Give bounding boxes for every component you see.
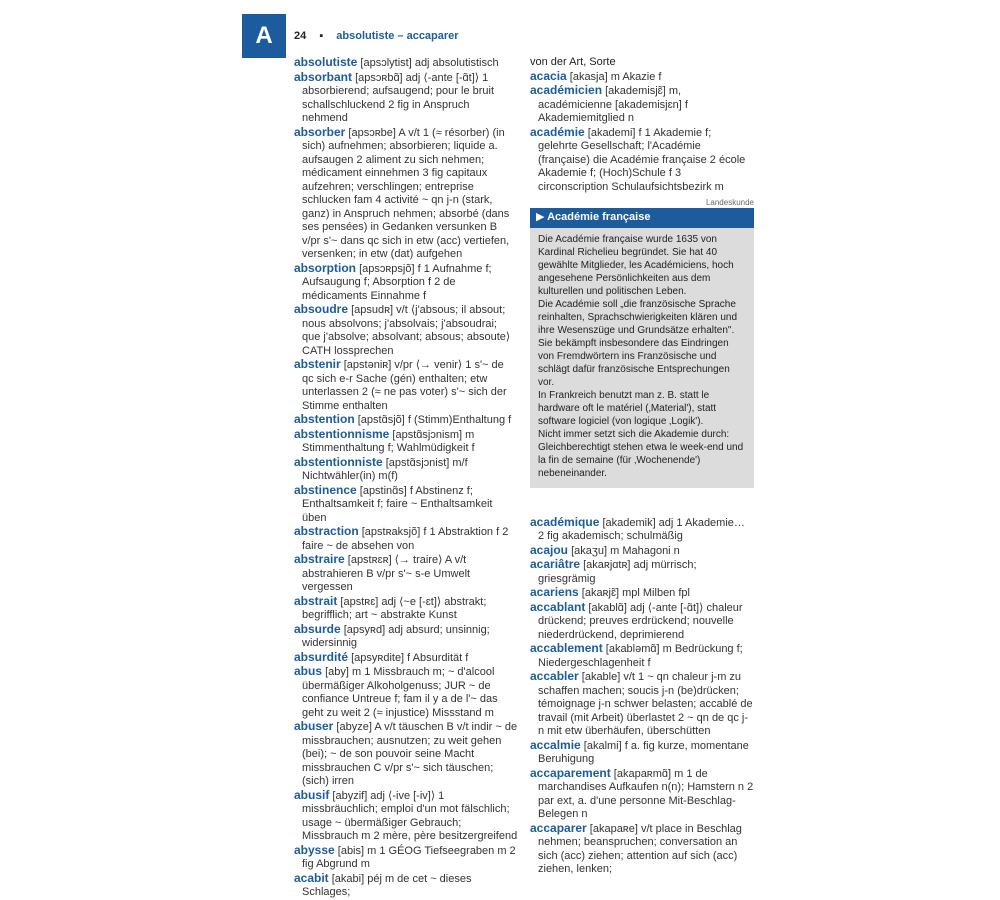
headword: accaparer	[530, 820, 587, 835]
dictionary-entry	[294, 665, 518, 720]
headword: accalmie	[530, 737, 581, 752]
dictionary-entry	[294, 262, 518, 304]
headword: abus	[294, 664, 323, 678]
info-box-paragraph: Die Académie française wurde 1635 von Kardinal Richelieu begründet. Sie hat 40 gewählte Mitglieder, les Académiciens, hoch angesehene Persönlichkeiten aus dem kulturellen und politischen Leben.	[538, 233, 734, 297]
dictionary-entry	[294, 553, 518, 595]
headword: abstinence	[294, 482, 357, 497]
entry-definition: [akasja] m Akazie f	[569, 70, 662, 83]
headword: abstraire	[294, 552, 345, 566]
entry-definition: [apsɔʀbɑ̃] adj ⟨-ante [-ɑ̃t]⟩ 1 absorbierend; aufsaugend; pour le bruit schallschluckend 2 fig in Anspruch nehmend	[302, 71, 495, 124]
entry-definition: [apstɑ̃sjõ] f (Stimm)Enthaltung f	[357, 414, 512, 426]
entry-definition: [akabi] péj m de cet ~ dieses Schlages;	[302, 872, 472, 898]
entry-definition: [apsɔʀbe] A v/t 1 (≈ résorber) (in sich) aufnehmen; absorbieren; liquide a. aufsaugen 2 aliment zu sich nehmen; médicament einnehmen 3 fig capitaux aufzehren; verschlingen; entreprise schlucken fam 4 activité ~ qn j-n (stark, ganz) in Anspruch nehmen; absorbé (dans ses pensées) in Gedanken versunken B v/pr s'~ dans qc sich in etw (acc) vertiefen, versenken; in etw (dat) aufgehen	[302, 126, 510, 260]
dictionary-entry	[294, 428, 518, 456]
dictionary-entry	[530, 544, 754, 559]
page-range-title: absolutiste – accaparer	[336, 30, 459, 42]
letter-thumb-index: A	[242, 14, 286, 58]
headword: accabler	[530, 669, 579, 683]
dictionary-entry	[530, 767, 754, 822]
headword: acajou	[530, 542, 569, 557]
entry-definition: [apstʀɛʀ] ⟨→ traire⟩ A v/t abstrahieren B v/pr s'~ s-e Umwelt vergessen	[302, 554, 471, 593]
dictionary-entry	[530, 516, 754, 544]
entry-definition: [apsɔʀpsjõ] f 1 Aufnahme f; Aufsaugung f; Absorption f 2 de médicaments Einnahme f	[302, 262, 492, 302]
headword: abstentionnisme	[294, 426, 390, 441]
dictionary-entry	[530, 642, 754, 670]
headword: abstentionniste	[294, 454, 383, 469]
entry-definition: [apstʀaksjõ] f 1 Abstraktion f 2 faire ~ de absehen von	[302, 526, 509, 552]
page-number: 24	[294, 30, 307, 42]
entry-definition: [apsyʀdite] f Absurdität f	[351, 651, 469, 664]
info-box	[530, 208, 754, 488]
entry-definition: [akademik] adj 1 Akademie… 2 fig akademisch; schulmäßig	[538, 516, 745, 542]
dictionary-entry	[530, 586, 754, 601]
headword: acabit	[294, 870, 329, 885]
headword: abuser	[294, 719, 334, 733]
headword: absurdité	[294, 649, 349, 664]
entry-definition: [apstɑ̃sjɔnist] m/f Nichtwähler(in) m(f)	[302, 456, 468, 482]
dictionary-entry	[530, 670, 754, 739]
headword: acacia	[530, 68, 567, 83]
landeskunde-label: Landeskunde	[705, 198, 754, 207]
entry-definition: [akaʀjɛ̃] mpl Milben fpl	[581, 587, 690, 599]
entry-definition: [akademi] f 1 Akademie f; gelehrte Gesellschaft; l'Académie (française) die Académie française 2 école Akademie f; (Hoch)Schule f 3 circonscription Schulaufsichtsbezirk m	[538, 126, 746, 193]
dictionary-entry	[294, 358, 518, 413]
entry-definition: [aby] m 1 Missbrauch m; ~ d'alcool übermäßiger Alkoholgenuss; JUR ~ de confiance Untreue f; fam il y a de l'~ das geht zu weit 2 (≈ injustice) Missstand m	[302, 666, 498, 719]
entry-definition: [abis] m 1 GÉOG Tiefseegraben m 2 fig Abgrund m	[302, 844, 516, 870]
info-box-title: ▶ Académie française	[530, 208, 754, 228]
entry-definition: [akaʀjɑtʀ] adj mürrisch; griesgrämig	[538, 559, 697, 585]
info-box-body	[530, 228, 754, 488]
headword: absoudre	[294, 302, 349, 316]
headword: abstrait	[294, 593, 338, 608]
info-box-paragraph: Nicht immer setzt sich die Akademie durch: Gleichberechtigt stehen etwa le week-end und la fin de semaine (für ‚Wochenende') nebeneinander.	[538, 428, 744, 479]
entry-definition: [akable] v/t 1 ~ qn chaleur j-m zu schaffen machen; soucis j-n (be)drücken; témoignage j-n schwer belasten; accablé de travail (mit Arbeit) überlastet 2 ~ qn de qc j-n mit etw überhäufen, überschütten	[538, 671, 753, 737]
headword: acariens	[530, 585, 579, 599]
dictionary-entry	[530, 56, 754, 70]
headword: accablement	[530, 641, 603, 655]
dictionary-entry	[294, 720, 518, 789]
headword: académie	[530, 124, 585, 139]
dictionary-entry	[294, 126, 518, 262]
dictionary-entry	[294, 71, 518, 126]
entry-definition: [akapaʀe] v/t place in Beschlag nehmen; beanspruchen; conversation an sich (acc) ziehen; attention auf sich (acc) ziehen, lenken;	[538, 822, 742, 875]
entry-definition: [apstɑ̃sjɔnism] m Stimmenthaltung f; Wahlmüdigkeit f	[302, 428, 475, 454]
dictionary-entry	[530, 601, 754, 643]
entry-definition: [akablɑ̃] adj ⟨-ante [-ɑ̃t]⟩ chaleur drückend; preuves erdrückend; nouvelle niederdrückend, deprimierend	[538, 601, 743, 641]
headword: abstenir	[294, 357, 341, 371]
headword: absurde	[294, 621, 341, 636]
headword: absorber	[294, 124, 346, 139]
headword: accaparement	[530, 765, 611, 780]
entry-definition: [akalmi] f a. fig kurze, momentane Beruhigung	[538, 739, 749, 765]
dictionary-entry	[530, 739, 754, 767]
headword: abstention	[294, 412, 355, 426]
entry-definition: [apsɔlytist] adj absolutistisch	[360, 57, 499, 69]
separator-bullet: ▪	[319, 30, 324, 42]
dictionary-entry	[294, 56, 518, 71]
dictionary-entry	[530, 822, 754, 877]
right-column-top	[530, 56, 754, 194]
headword: absolutiste	[294, 55, 358, 69]
dictionary-entry	[294, 484, 518, 526]
headword: acariâtre	[530, 557, 581, 571]
dictionary-entry	[294, 844, 518, 872]
dictionary-entry	[294, 456, 518, 484]
dictionary-entry	[294, 789, 518, 844]
dictionary-entry	[294, 413, 518, 428]
dictionary-entry	[294, 595, 518, 623]
entry-definition: [apstʀɛ] adj ⟨~e [-ɛt]⟩ abstrakt; begrifflich; art ~ abstrakte Kunst	[302, 595, 487, 621]
right-column-bottom	[530, 516, 754, 877]
dictionary-entry	[530, 70, 754, 85]
headword: absorbant	[294, 69, 353, 84]
info-box-paragraph: Die Académie soll „die französische Sprache reinhalten, Sprachschwierigkeiten klären und ihre Wesenszüge und Grundsätze erhalten". Sie bekämpft insbesondere das Eindringen von Fremdwörtern ins Französische und schlägt dafür französische Entsprechungen vor.	[538, 298, 738, 388]
entry-definition: [abyzif] adj ⟨-ive [-iv]⟩ 1 missbräuchlich; emploi d'un mot fälschlich; usage ~ übermäßiger Gebrauch; Missbrauch m 2 mère, père besitzergreifend	[302, 789, 518, 842]
dictionary-entry	[294, 872, 518, 900]
entry-definition: [apstəniʀ] v/pr ⟨→ venir⟩ 1 s'~ de qc sich e-r Sache (gén) enthalten; etw unterlassen 2 (≈ ne pas voter) s'~ sich der Stimme enthalten	[302, 359, 507, 412]
entry-definition: von der Art, Sorte	[530, 56, 616, 68]
entry-definition: [apsudʀ] v/t ⟨j'absous; il absout; nous absolvons; j'absolvais; j'absoudrai; que j'absolve; absolvant; absous; absoute⟩ CATH lossprechen	[302, 304, 511, 357]
entry-definition: [abyze] A v/t täuschen B v/t indir ~ de missbrauchen; ausnutzen; zu weit gehen (bei); ~ de son pouvoir seine Macht missbrauchen C v/pr s'~ sich täuschen; (sich) irren	[302, 721, 518, 787]
dictionary-entry	[530, 558, 754, 586]
headword: abysse	[294, 842, 335, 857]
right-column	[530, 56, 754, 877]
dictionary-entry	[294, 651, 518, 666]
entry-definition: [apsyʀd] adj absurd; unsinnig; widersinnig	[302, 623, 490, 649]
entry-definition: [akapaʀmɑ̃] m 1 de marchandises Aufkaufen n(n); Hamstern n 2 par ext, a. d'une personne Mit-Beschlag-Belegen n	[538, 767, 754, 820]
entry-definition: [apstinɑ̃s] f Abstinenz f; Enthaltsamkeit f; faire ~ Enthaltsamkeit üben	[302, 484, 493, 524]
headword: abstraction	[294, 524, 359, 538]
dictionary-entry	[294, 525, 518, 553]
headword: académique	[530, 514, 600, 529]
headword: abusif	[294, 787, 330, 802]
entry-definition: [akaʒu] m Mahagoni n	[571, 544, 680, 557]
entry-definition: [akabləmɑ̃] m Bedrückung f; Niedergeschlagenheit f	[538, 643, 743, 669]
info-box-paragraph: In Frankreich benutzt man z. B. statt le hardware oft le matériel (‚Material'), statt software logiciel (von logique ‚Logik').	[538, 389, 717, 427]
headword: absorption	[294, 260, 356, 275]
entry-definition: [akademisjɛ̃] m, académicienne [akademisjɛn] f Akademiemitglied n	[538, 85, 688, 124]
dictionary-entry	[294, 303, 518, 358]
headword: académicien	[530, 83, 603, 97]
left-column	[294, 56, 518, 900]
headword: accablant	[530, 599, 586, 614]
running-head	[294, 30, 459, 42]
dictionary-entry	[530, 84, 754, 126]
dictionary-entry	[294, 623, 518, 651]
dictionary-entry	[530, 126, 754, 195]
